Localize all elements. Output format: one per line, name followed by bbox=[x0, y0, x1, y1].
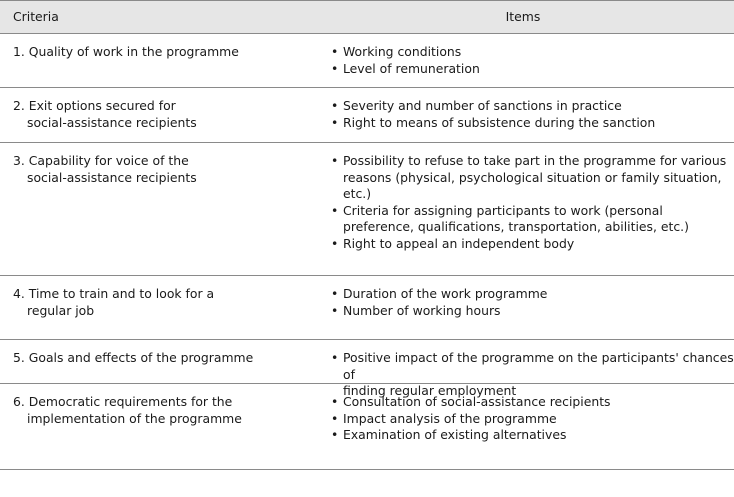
criterion-text: 1. Quality of work in the programme bbox=[13, 44, 239, 59]
criterion-text: regular job bbox=[27, 302, 95, 318]
header-criteria: Criteria bbox=[13, 8, 59, 24]
item-text: • Right to means of subsistence during the sanction bbox=[343, 114, 656, 130]
item-text: • Level of remuneration bbox=[343, 60, 480, 76]
item-text: • Severity and number of sanctions in practice bbox=[343, 98, 622, 113]
item-text: • Examination of existing alternatives bbox=[343, 427, 567, 442]
list-item bbox=[330, 411, 734, 428]
list-item bbox=[330, 427, 734, 444]
list-item bbox=[330, 44, 734, 61]
criterion-text: social-assistance recipients bbox=[27, 169, 197, 185]
items-list bbox=[330, 44, 734, 77]
items-cell bbox=[0, 394, 734, 469]
items-cell bbox=[0, 286, 734, 339]
item-text: • Duration of the work programme bbox=[343, 286, 548, 301]
item-text: • Right to appeal an independent body bbox=[343, 235, 575, 251]
item-text: reasons (physical, psychological situation or family situation, bbox=[343, 169, 722, 185]
table-row bbox=[0, 340, 734, 398]
list-item bbox=[330, 203, 734, 236]
item-text: • Possibility to refuse to take part in the programme for various bbox=[343, 153, 727, 168]
list-item bbox=[330, 98, 734, 115]
table-row bbox=[0, 384, 734, 470]
list-item bbox=[330, 350, 734, 400]
items-cell bbox=[0, 350, 734, 398]
item-text: • Number of working hours bbox=[343, 302, 501, 318]
criterion-text: 3. Capability for voice of the bbox=[13, 153, 189, 168]
item-text: finding regular employment bbox=[343, 383, 517, 398]
items-cell bbox=[0, 44, 734, 87]
items-list bbox=[330, 98, 734, 131]
list-item bbox=[330, 236, 734, 253]
criterion-text: 5. Goals and effects of the programme bbox=[13, 350, 254, 365]
list-item bbox=[330, 61, 734, 78]
criterion-text: 2. Exit options secured for bbox=[13, 98, 176, 113]
table-row bbox=[0, 276, 734, 340]
table-row bbox=[0, 88, 734, 143]
list-item bbox=[330, 303, 734, 320]
list-item bbox=[330, 153, 734, 203]
items-list bbox=[330, 350, 734, 400]
criterion-text: 4. Time to train and to look for a bbox=[13, 286, 215, 301]
items-cell bbox=[0, 153, 734, 275]
table-row bbox=[0, 34, 734, 88]
list-item bbox=[330, 394, 734, 411]
item-text: • Positive impact of the programme on the participants' chances of bbox=[343, 350, 734, 382]
list-item bbox=[330, 286, 734, 303]
criterion-text: 6. Democratic requirements for the bbox=[13, 394, 233, 409]
table-header bbox=[0, 1, 734, 34]
items-cell bbox=[0, 98, 734, 142]
table-row bbox=[0, 143, 734, 276]
items-list bbox=[330, 286, 734, 319]
item-text: • Criteria for assigning participants to work (personal bbox=[343, 202, 663, 218]
item-text: • Impact analysis of the programme bbox=[343, 410, 557, 426]
criterion-text: implementation of the programme bbox=[27, 410, 242, 426]
item-text: • Working conditions bbox=[343, 44, 462, 59]
list-item bbox=[330, 115, 734, 132]
criterion-text: social-assistance recipients bbox=[27, 114, 197, 130]
items-list bbox=[330, 153, 734, 252]
item-text: • Consultation of social-assistance recipients bbox=[343, 394, 611, 409]
header-items: Items bbox=[505, 8, 541, 24]
item-text: etc.) bbox=[343, 186, 372, 201]
item-text: preference, qualifications, transportation, abilities, etc.) bbox=[343, 219, 689, 234]
table-body bbox=[0, 34, 734, 470]
items-list bbox=[330, 394, 734, 444]
